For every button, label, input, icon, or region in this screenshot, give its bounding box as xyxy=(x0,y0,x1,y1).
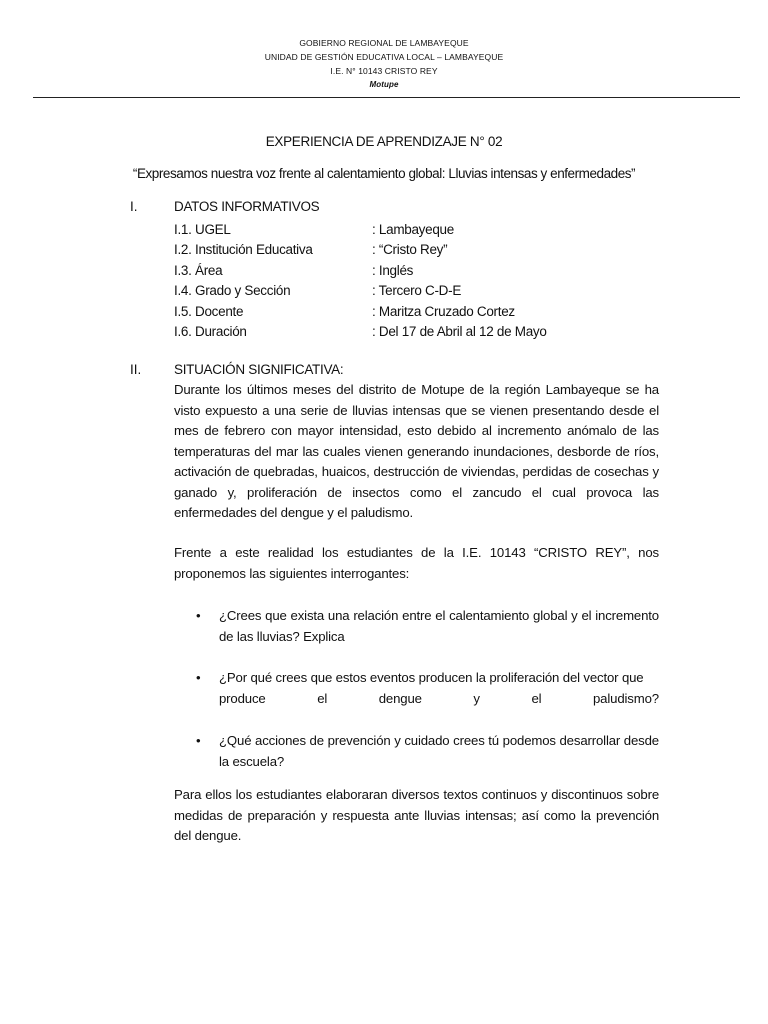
bullet-icon: • xyxy=(196,733,201,748)
info-value: : Lambayeque xyxy=(372,222,454,237)
document-subtitle: “Expresamos nuestra voz frente al calentamiento global: Lluvias intensas y enfermedades” xyxy=(132,166,636,181)
word: y xyxy=(473,690,480,706)
info-value: : Del 17 de Abril al 12 de Mayo xyxy=(372,323,547,339)
header-government: GOBIERNO REGIONAL DE LAMBAYEQUE xyxy=(299,38,469,48)
bullet-icon: • xyxy=(196,670,201,685)
info-label: I.2. Institución Educativa xyxy=(174,242,313,258)
info-value: : Tercero C-D-E xyxy=(372,283,462,299)
bullet-icon: • xyxy=(196,608,201,623)
document-title: EXPERIENCIA DE APRENDIZAJE N° 02 xyxy=(265,134,503,149)
section-2-number: II. xyxy=(130,362,142,377)
question-line-spread xyxy=(219,689,659,710)
question-text: ¿Crees que exista una relación entre el calentamiento global y el incremento de las lluvias? Explica xyxy=(219,608,659,644)
word: paludismo? xyxy=(593,690,659,706)
section-2-title: SITUACIÓN SIGNIFICATIVA: xyxy=(174,362,344,377)
question-line: ¿Por qué crees que estos eventos producen la proliferación del vector que xyxy=(219,670,644,685)
interrogantes-intro: Frente a este realidad los estudiantes de la I.E. 10143 “CRISTO REY”, nos proponemos las siguientes interrogantes: xyxy=(174,545,659,581)
word: dengue xyxy=(378,690,422,706)
closing-paragraph: Para ellos los estudiantes elaboraran diversos textos continuos y discontinuos sobre medidas de preparación y respuesta ante lluvias intensas; así como la prevención del dengue. xyxy=(174,787,659,843)
header-divider xyxy=(33,97,740,98)
info-label: I.5. Docente xyxy=(174,303,244,319)
info-value: : Inglés xyxy=(372,262,414,278)
word: el xyxy=(317,690,328,706)
word: el xyxy=(531,690,542,706)
info-label: I.3. Área xyxy=(174,262,223,278)
question-text xyxy=(219,668,659,709)
info-label: I.1. UGEL xyxy=(174,222,231,237)
header-city: Motupe xyxy=(369,80,399,89)
info-value: : Maritza Cruzado Cortez xyxy=(372,303,515,319)
situation-paragraph: Durante los últimos meses del distrito de Motupe de la región Lambayeque se ha visto expuesto a una serie de lluvias intensas que se vienen presentando desde el mes de febrero con mayor intensidad, esto debido al incremento anómalo de las temperaturas del mar las cuales vienen generando inundaciones, desborde de ríos, activación de quebradas, huaicos, destrucción de viviendas, perdidas de cosechas y ganado y, proliferación de insectos como el zancudo el cual provoca las enfermedades del dengue y el paludismo. xyxy=(174,382,659,520)
header-school: I.E. N° 10143 CRISTO REY xyxy=(330,66,438,76)
info-label: I.4. Grado y Sección xyxy=(174,283,291,299)
info-value: : “Cristo Rey” xyxy=(372,242,448,258)
section-1-number: I. xyxy=(130,199,138,214)
letterhead xyxy=(0,36,768,92)
header-ugel: UNIDAD DE GESTIÓN EDUCATIVA LOCAL – LAMBAYEQUE xyxy=(264,52,504,62)
section-1-title: DATOS INFORMATIVOS xyxy=(174,199,320,214)
word: produce xyxy=(219,690,266,706)
info-label: I.6. Duración xyxy=(174,323,247,339)
question-text: ¿Qué acciones de prevención y cuidado crees tú podemos desarrollar desde la escuela? xyxy=(219,733,659,769)
